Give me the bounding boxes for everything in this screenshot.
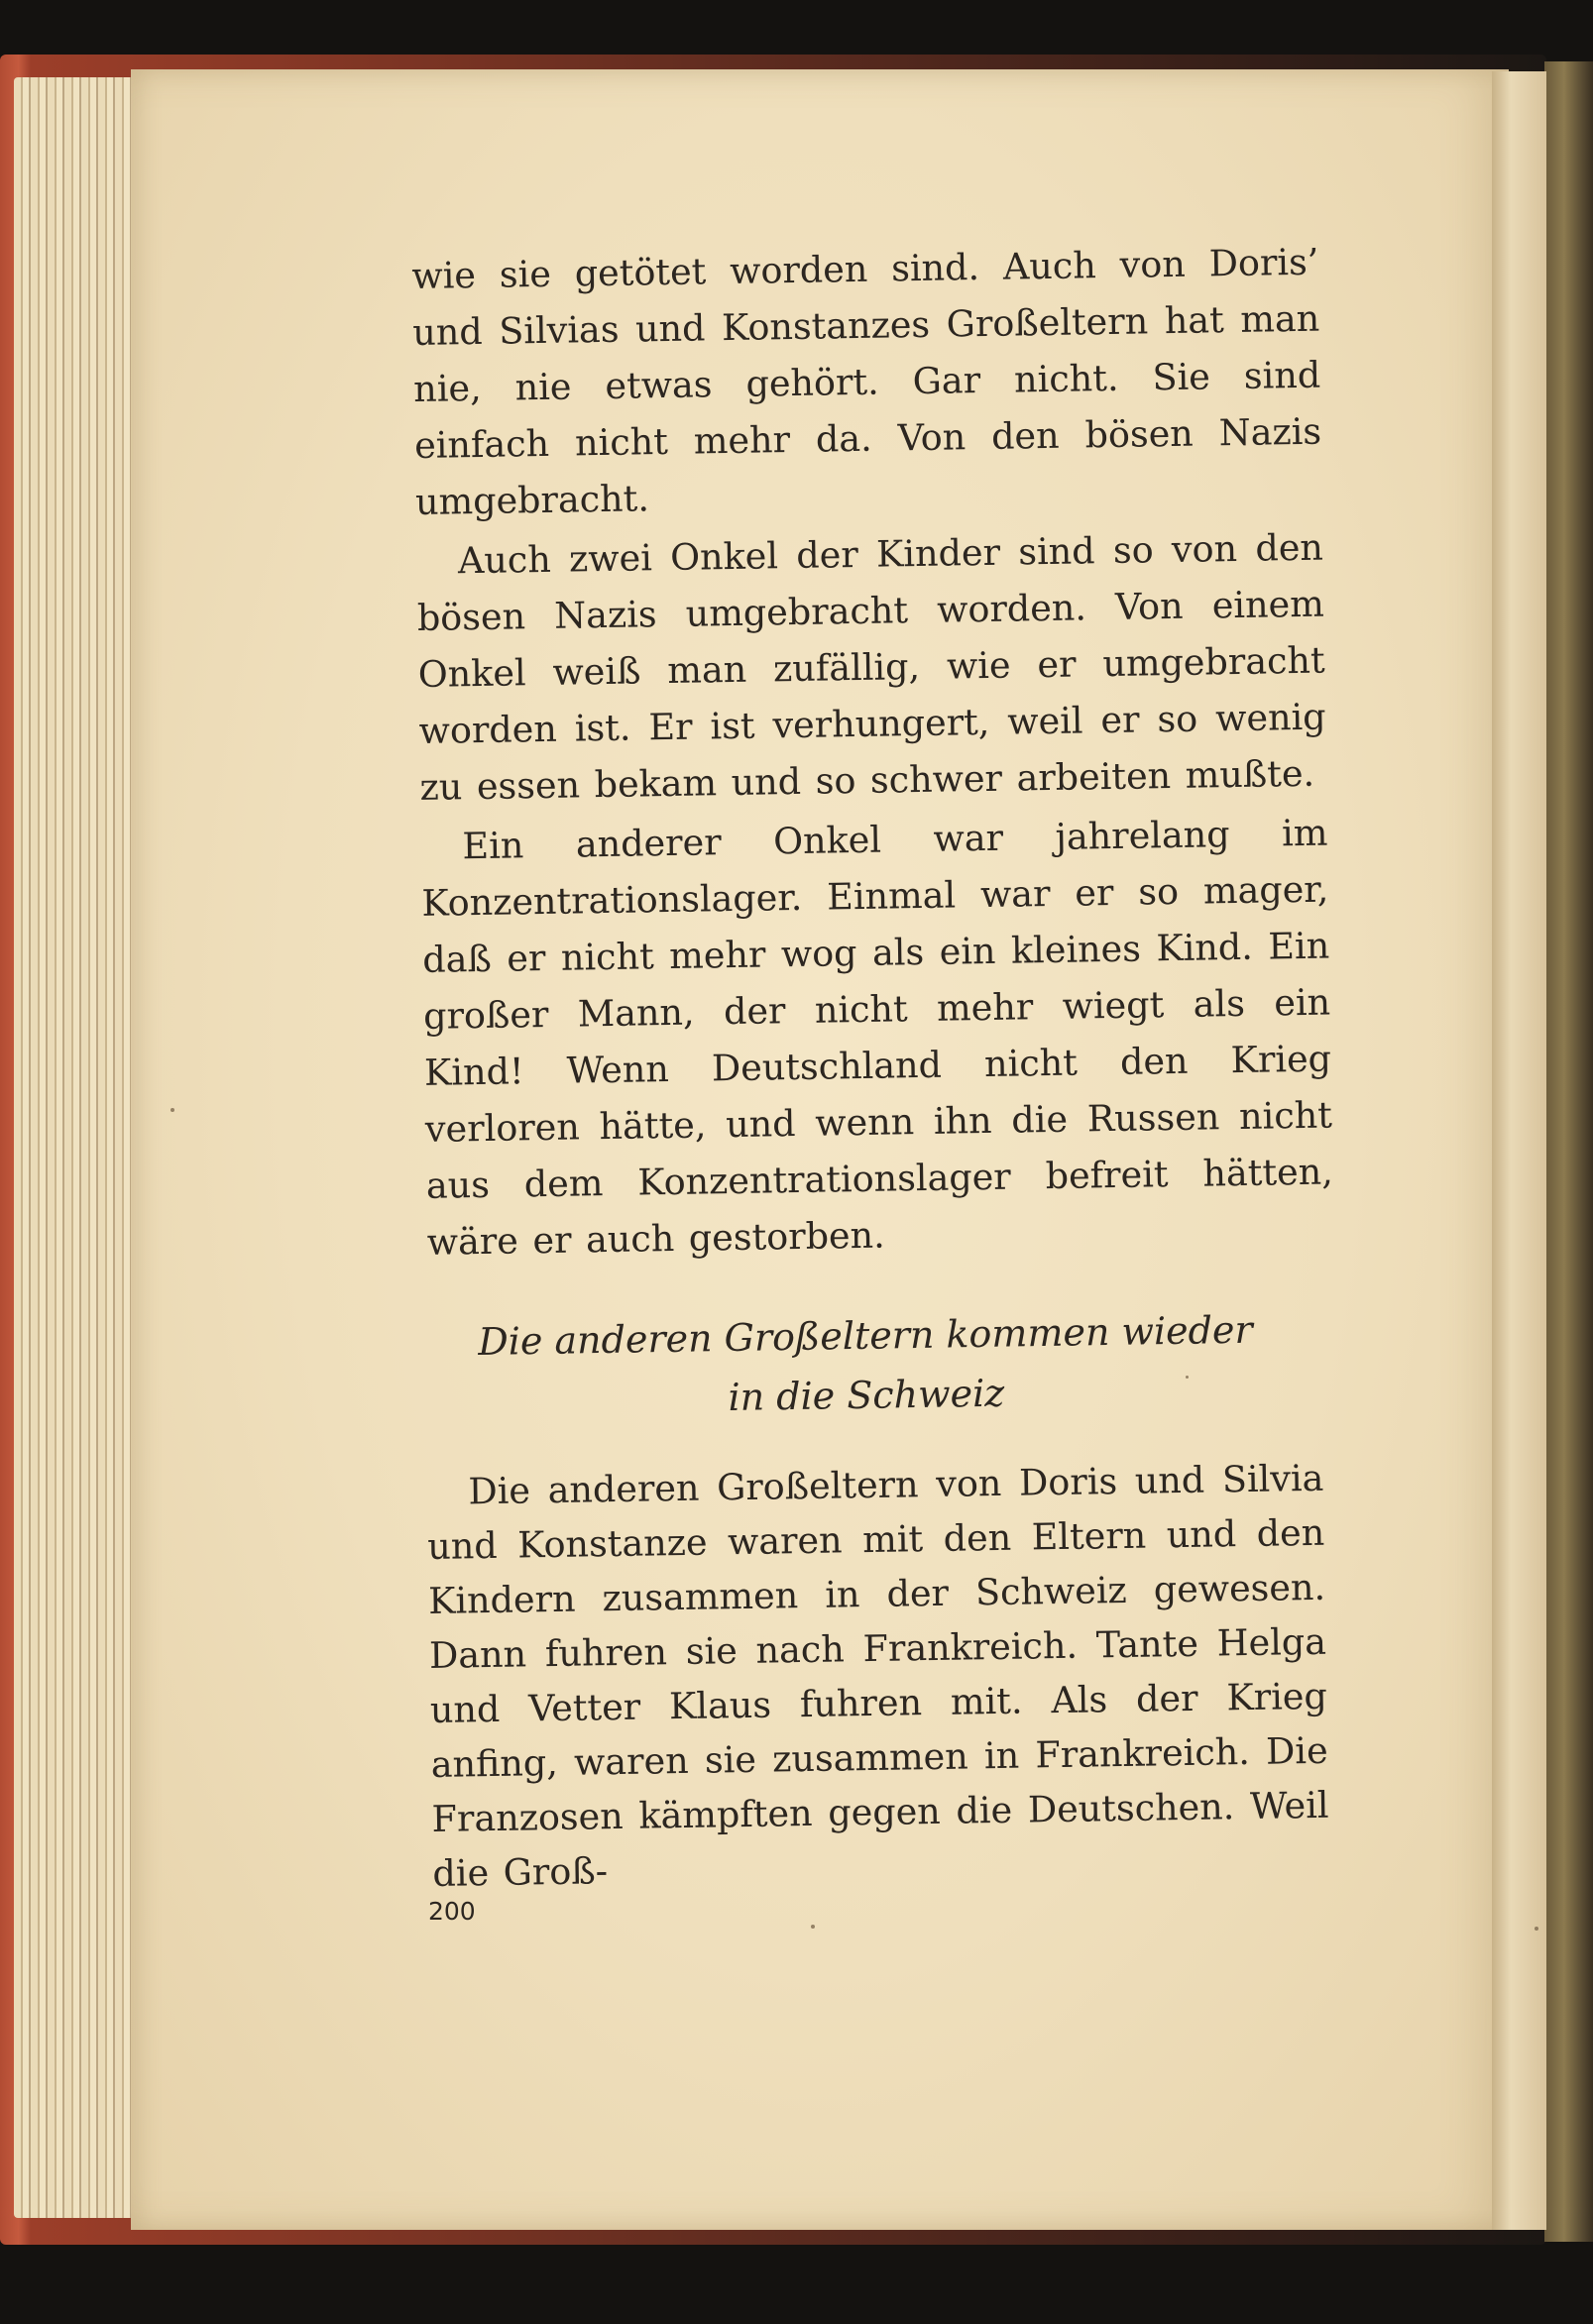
paragraph-1: wie sie getötet worden sind. Auch von Doris’ und Silvias und Konstanzes Großeltern hat man nie, nie etwas gehört. Gar nicht. Sie sind einfach nicht mehr da. Von den bösen Nazis umgebracht. (411, 240, 1322, 523)
paper-speck (171, 1108, 174, 1112)
heading-line-2: in die Schweiz (728, 1371, 1005, 1419)
page-edges (14, 77, 143, 2218)
paragraph-2: Auch zwei Onkel der Kinder sind so von den bösen Nazis umgebracht worden. Von einem Onkel weiß man zufällig, wie er umgebracht worden ist. Er ist verhungert, weil er so wenig zu essen bekam und so schwer arbeiten mußte. (416, 525, 1326, 809)
paragraph-3: Ein anderer Onkel war jahrelang im Konzentrationslager. Einmal war er so mager, daß er nicht mehr wog als ein kleines Kind. Ein großer Mann, der nicht mehr wiegt als ein Kind! Wenn Deutschland nicht den Krieg verloren hätte, und wenn ihn die Russen nicht aus dem Konzentrationslager befreit hätten, wäre er auch gestorben. (421, 811, 1334, 1264)
paper-speck (1535, 1927, 1538, 1931)
body-text-bottom (426, 1451, 1330, 1904)
page-gutter (1492, 71, 1546, 2230)
paper-speck (811, 1925, 815, 1929)
paragraph-4: Die anderen Großeltern von Doris und Silvia und Konstanze waren mit den Eltern und den Kindern zusammen in der Schweiz gewesen. Dann fuhren sie nach Frankreich. Tante Helga und Vetter Klaus fuhren mit. Als der Krieg anfing, waren sie zusammen in Frankreich. Die Franzosen kämpften gegen die Deutschen. Weil die Groß- (426, 1456, 1329, 1895)
book-spine-edge (1544, 61, 1593, 2242)
paper-speck (1186, 1376, 1189, 1379)
page-number: 200 (428, 1897, 476, 1926)
section-heading (411, 1299, 1320, 1432)
heading-line-1: Die anderen Großeltern kommen wieder (477, 1307, 1253, 1364)
body-text-top (411, 234, 1334, 1273)
